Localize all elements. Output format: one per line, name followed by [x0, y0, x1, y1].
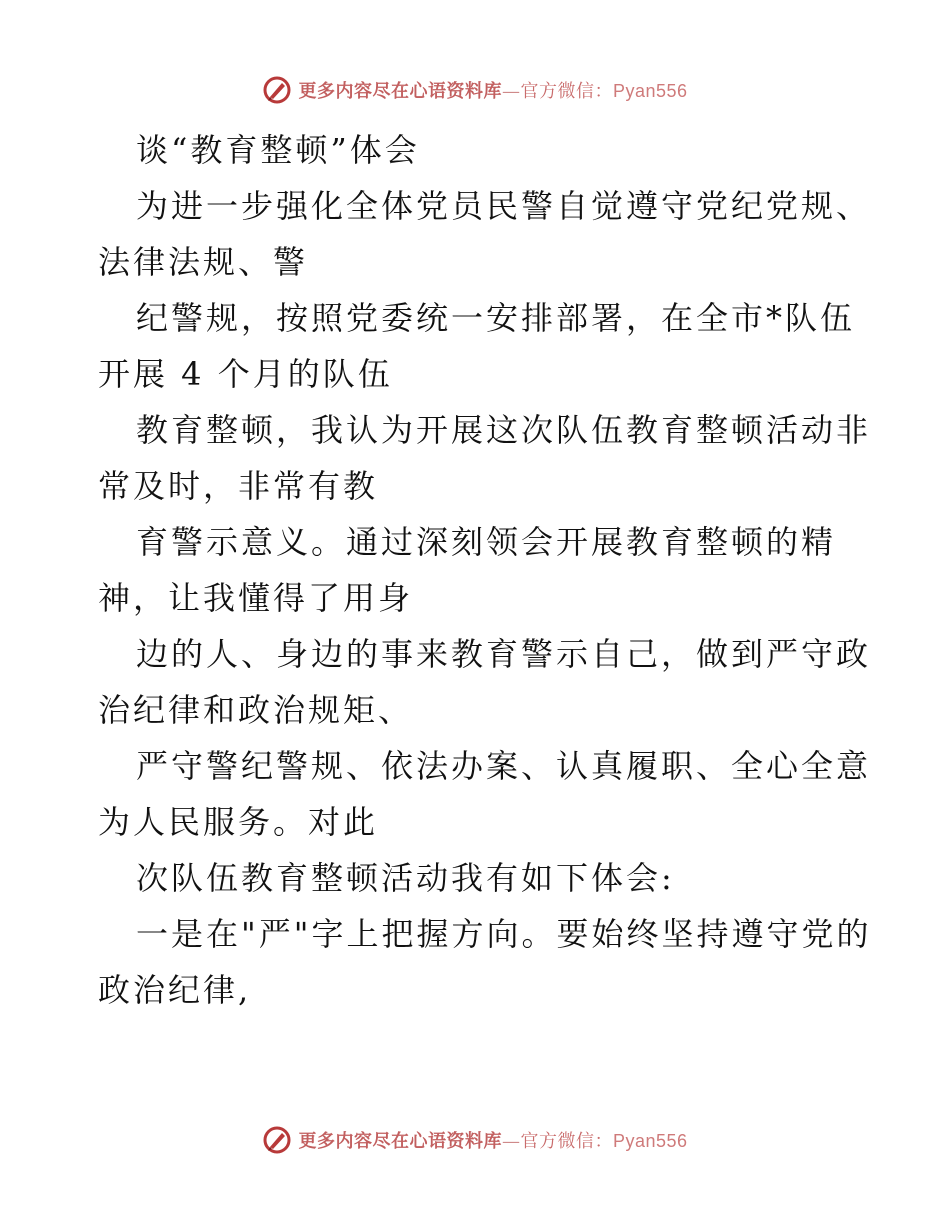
text-line: 纪警规，按照党委统一安排部署，在全市*队伍: [136, 299, 856, 337]
text-line: 政治纪律,: [98, 971, 252, 1009]
footer-banner: [0, 1120, 950, 1160]
banner-wechat-id: Pyan556: [612, 1131, 688, 1151]
text-line: 教育整顿，我认为开展这次队伍教育整顿活动非: [136, 411, 872, 449]
text-line: 次队伍教育整顿活动我有如下体会:: [136, 859, 675, 897]
banner-wechat-id: Pyan556: [612, 81, 688, 101]
banner-text: [298, 1127, 687, 1153]
text-line: 神，让我懂得了用身: [98, 579, 414, 617]
banner-separator: —: [501, 1131, 521, 1152]
banner-separator: —: [501, 81, 521, 102]
text-line: 常及时，非常有教: [98, 467, 379, 505]
banner-wechat-label: 官方微信：: [520, 81, 613, 102]
text-line: 为人民服务。对此: [98, 803, 379, 841]
text-line: 一是在"严"字上把握方向。要始终坚持遵守党的: [136, 915, 872, 953]
text-line: 为进一步强化全体党员民警自觉遵守党纪党规、: [136, 187, 872, 225]
text-line: 边的人、身边的事来教育警示自己，做到严守政: [136, 635, 872, 673]
pen-logo-icon: [262, 1125, 292, 1155]
text-line: 开展 4 个月的队伍: [98, 355, 393, 393]
text-line: 法律法规、警: [98, 243, 309, 281]
banner-wechat-label: 官方微信：: [520, 1131, 613, 1152]
document-title: 谈“教育整顿”体会: [136, 131, 420, 169]
header-banner: [0, 70, 950, 110]
pen-logo-icon: [262, 75, 292, 105]
banner-text: [298, 77, 687, 103]
banner-brand: 更多内容尽在心语资料库: [298, 1131, 502, 1152]
text-line: 治纪律和政治规矩、: [98, 691, 414, 729]
text-line: 严守警纪警规、依法办案、认真履职、全心全意: [136, 747, 872, 785]
banner-brand: 更多内容尽在心语资料库: [298, 81, 502, 102]
text-line: 育警示意义。通过深刻领会开展教育整顿的精: [136, 523, 837, 561]
document-body: [98, 122, 872, 1018]
